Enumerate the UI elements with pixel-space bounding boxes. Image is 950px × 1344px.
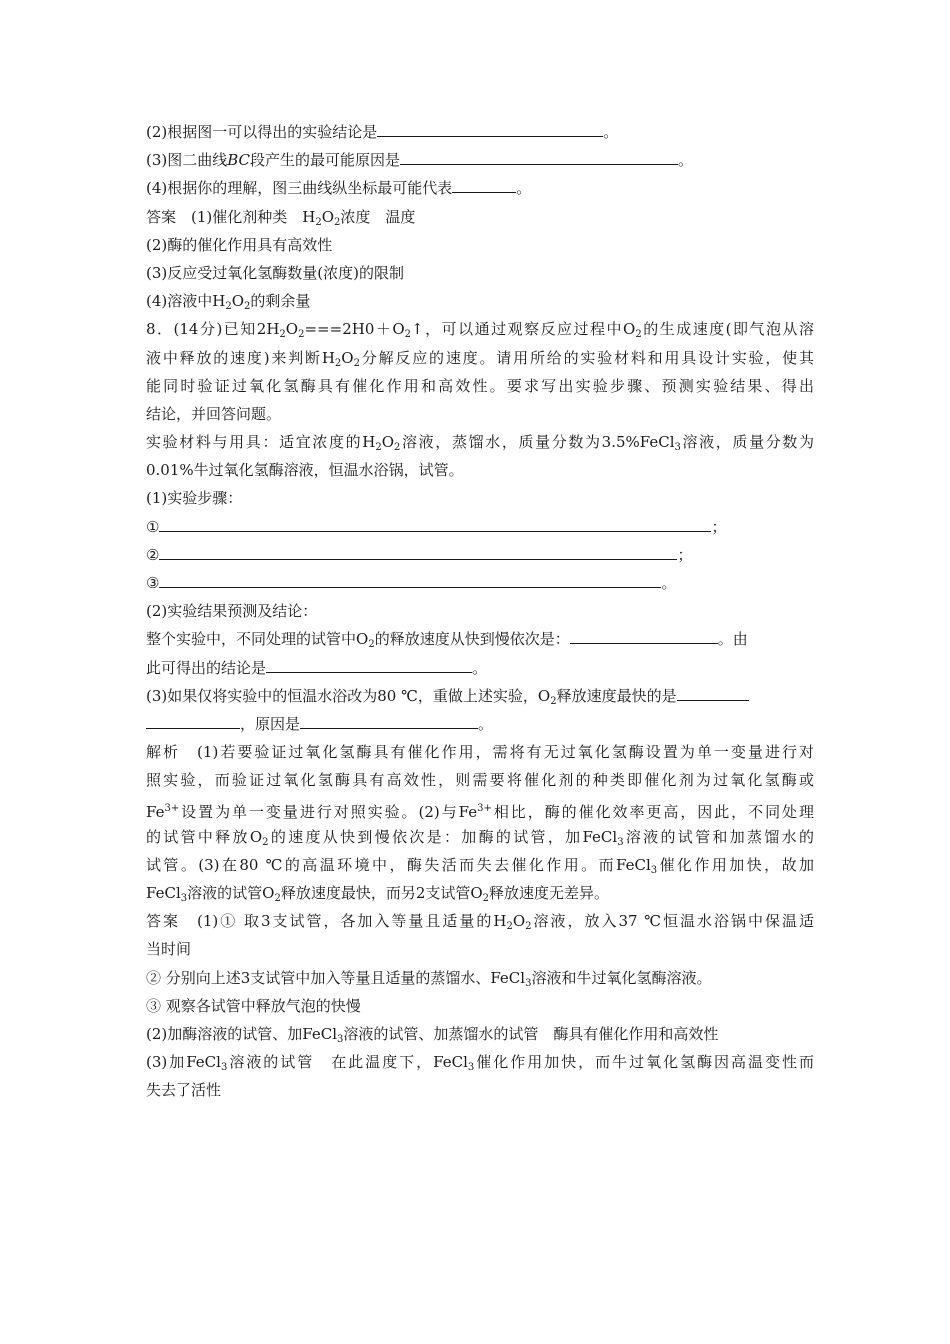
answer-blank[interactable] [300, 715, 478, 729]
step-3: ③ 。 [146, 574, 677, 592]
result-line-2: 此可得出的结论是 。 [146, 658, 488, 677]
answer-blank[interactable] [400, 151, 678, 165]
analysis-line-5: 试管。(3)在80 ℃的高温环境中，酶失活而失去催化作用。而FeCl$_3$催化作用加快，故加 [146, 855, 814, 876]
answer-8-line-3: ② 分别向上述3支试管中加入等量且适量的蒸馏水、FeCl$_3$溶液和牛过氧化氢酶溶液。 [146, 968, 712, 989]
analysis-line-2: 照实验，而验证过氧化氢酶具有高效性，则需要将催化剂的种类即催化剂为过氧化氢酶或 [146, 771, 814, 790]
answer-8-line-2: 当时间 [146, 940, 192, 959]
answer-blank[interactable] [159, 546, 677, 560]
answer-8-line-1: 答案 (1)① 取3支试管，各加入等量且适量的$H_2O_2$溶液，放入37 ℃恒温水浴锅中保温适 [146, 912, 814, 933]
materials-line-1: 实验材料与用具：适宜浓度的$H_2O_2$溶液，蒸馏水，质量分数为3.5%FeCl$_3$溶液，质量分数为 [146, 433, 814, 454]
answer-8-line-4: ③ 观察各试管中释放气泡的快慢 [146, 996, 361, 1015]
result-title: (2)实验结果预测及结论： [146, 602, 318, 621]
answer-blank[interactable] [377, 123, 603, 137]
answer-blank[interactable] [159, 574, 661, 588]
part-3-line-1: (3)如果仅将实验中的恒温水浴改为80 ℃，重做上述实验，$O_2$释放速度最快的是 [146, 682, 814, 710]
result-line-1: 整个实验中，不同处理的试管中$O_2$的释放速度从快到慢依次是： 。由 [146, 630, 748, 651]
document-page [146, 118, 814, 1105]
answer-blank[interactable] [570, 630, 718, 644]
answer-8-line-6: (3)加FeCl$_3$溶液的试管 在此温度下，FeCl$_3$催化作用加快，而牛过氧化氢酶因高温变性而 [146, 1053, 814, 1074]
answer-blank[interactable] [452, 179, 516, 193]
question-7-part-3: (3)图二曲线BC段产生的最可能原因是 。 [146, 151, 694, 170]
answer-blank[interactable] [146, 715, 240, 729]
steps-title: (1)实验步骤： [146, 489, 243, 508]
question-8-line-2: 液中释放的速度)来判断$H_2O_2$分解反应的速度。请用所给的实验材料和用具设计实验，使其 [146, 348, 814, 369]
analysis-line-6: FeCl$_3$溶液的试管$O_2$释放速度最快，而另2支试管$O_2$释放速度无差异。 [146, 884, 610, 905]
answer-8-line-5: (2)加酶溶液的试管、加FeCl$_3$溶液的试管、加蒸馏水的试管 酶具有催化作用和高效性 [146, 1025, 719, 1045]
part-3-line-2: ，原因是 。 [146, 710, 814, 738]
question-7-part-4: (4)根据你的理解，图三曲线纵坐标最可能代表 。 [146, 179, 532, 198]
step-1: ① ； [146, 517, 727, 536]
materials-line-2: 0.01%牛过氧化氢酶溶液，恒温水浴锅，试管。 [146, 461, 464, 480]
question-8-line-4: 结论，并回答问题。 [146, 404, 282, 423]
answer-7-line-2: (2)酶的催化作用具有高效性 [146, 235, 333, 254]
answer-8-line-7: 失去了活性 [146, 1081, 222, 1100]
answer-7-line-3: (3)反应受过氧化氢酶数量(浓度)的限制 [146, 263, 404, 282]
answer-7-line-4: (4)溶液中$H_2O_2$的剩余量 [146, 292, 311, 313]
analysis-line-1: 解析 (1)若要验证过氧化氢酶具有催化作用，需将有无过氧化氢酶设置为单一变量进行对 [146, 743, 814, 762]
answer-blank[interactable] [159, 518, 711, 532]
answer-7-line-1: 答案 (1)催化剂种类 $H_2O_2$浓度 温度 [146, 207, 416, 228]
analysis-line-3: $Fe^{3+}$设置为单一变量进行对照实验。(2)与$Fe^{3+}$相比，酶的催化效率更高，因此，不同处理 [146, 802, 814, 821]
answer-blank[interactable] [677, 687, 749, 701]
question-8-line-3: 能同时验证过氧化氢酶具有催化作用和高效性。要求写出实验步骤、预测实验结果、得出 [146, 376, 814, 395]
question-8-line-1: 8．(14分)已知$2H_2O_2===2H0+O_2↑$，可以通过观察反应过程中$O_2$的生成速度(即气泡从溶 [146, 320, 814, 341]
question-7-part-2: (2)根据图一可以得出的实验结论是 。 [146, 123, 619, 141]
analysis-line-4: 的试管中释放$O_2$的速度从快到慢依次是：加酶的试管，加FeCl$_3$溶液的试管和加蒸馏水的 [146, 827, 814, 848]
step-2: ② ； [146, 545, 693, 564]
answer-blank[interactable] [266, 659, 472, 673]
